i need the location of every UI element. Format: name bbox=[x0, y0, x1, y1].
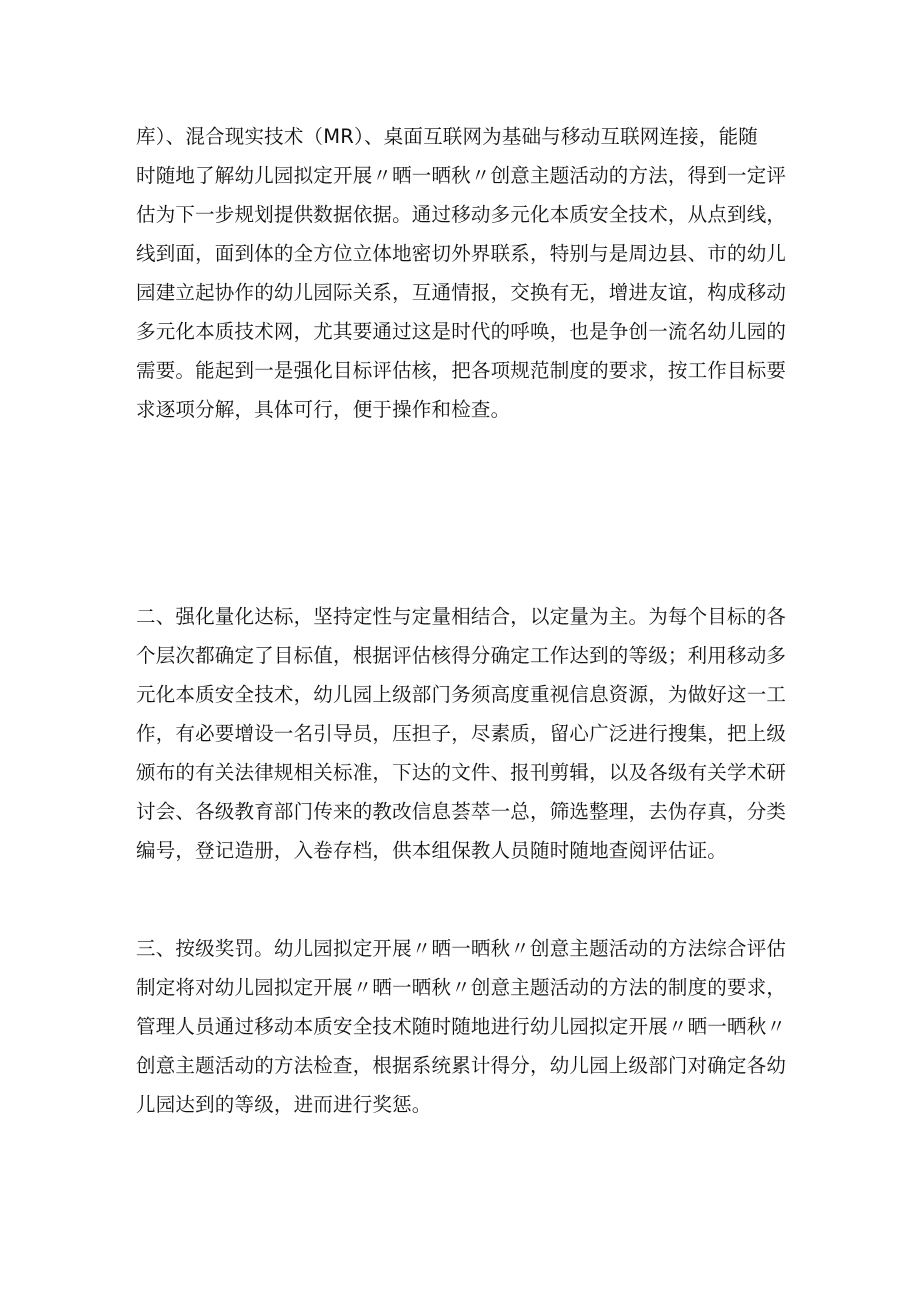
text-line: 个层次都确定了目标值，根据评估核得分确定工作达到的等级；利用移动多 bbox=[136, 644, 787, 667]
text-line: 讨会、各级教育部门传来的教改信息荟萃一总，筛选整理，去伪存真，分类 bbox=[136, 800, 787, 823]
text-line: 求逐项分解，具体可行，便于操作和检查。 bbox=[136, 398, 511, 421]
text-line: 园建立起协作的幼儿园际关系，互通情报，交换有无，增进友谊，构成移动 bbox=[136, 281, 787, 304]
text-line: 时随地了解幼儿园拟定开展〃晒一晒秋〃创意主题活动的方法，得到一定评 bbox=[136, 164, 787, 187]
text-line: 管理人员通过移动本质安全技术随时随地进行幼儿园拟定开展〃晒一晒秋〃 bbox=[136, 1015, 787, 1038]
text-line: 需要。能起到一是强化目标评估核，把各项规范制度的要求，按工作目标要 bbox=[136, 359, 787, 382]
text-line: 二、强化量化达标，坚持定性与定量相结合，以定量为主。为每个目标的各 bbox=[136, 605, 787, 628]
text-line: 线到面，面到体的全方位立体地密切外界联系，特别与是周边县、市的幼儿 bbox=[136, 242, 787, 265]
text-line: 编号，登记造册，入卷存档，供本组保教人员随时随地查阅评估证。 bbox=[136, 839, 728, 862]
text-line: 库）、混合现实技术（MR）、桌面互联网为基础与移动互联网连接，能随 bbox=[136, 125, 758, 148]
text-line: 估为下一步规划提供数据依据。通过移动多元化本质安全技术，从点到线， bbox=[136, 203, 787, 226]
text-line: 创意主题活动的方法检查，根据系统累计得分，幼儿园上级部门对确定各幼 bbox=[136, 1054, 787, 1077]
text-line: 三、按级奖罚。幼儿园拟定开展〃晒一晒秋〃创意主题活动的方法综合评估 bbox=[136, 937, 787, 960]
text-line: 制定将对幼儿园拟定开展〃晒一晒秋〃创意主题活动的方法的制度的要求， bbox=[136, 976, 787, 999]
text-line: 儿园达到的等级，进而进行奖惩。 bbox=[136, 1093, 432, 1116]
text-line: 颁布的有关法律规相关标准，下达的文件、报刊剪辑，以及各级有关学术研 bbox=[136, 761, 787, 784]
text-line: 多元化本质技术网，尤其要通过这是时代的呼唤，也是争创一流名幼儿园的 bbox=[136, 320, 787, 343]
paragraph-section-two bbox=[136, 597, 796, 870]
paragraph-continuation bbox=[136, 117, 796, 429]
text-line: 元化本质安全技术，幼儿园上级部门务须高度重视信息资源，为做好这一工 bbox=[136, 683, 787, 706]
paragraph-section-three bbox=[136, 929, 796, 1124]
text-line: 作，有必要增设一名引导员，压担子，尽素质，留心广泛进行搜集，把上级 bbox=[136, 722, 787, 745]
